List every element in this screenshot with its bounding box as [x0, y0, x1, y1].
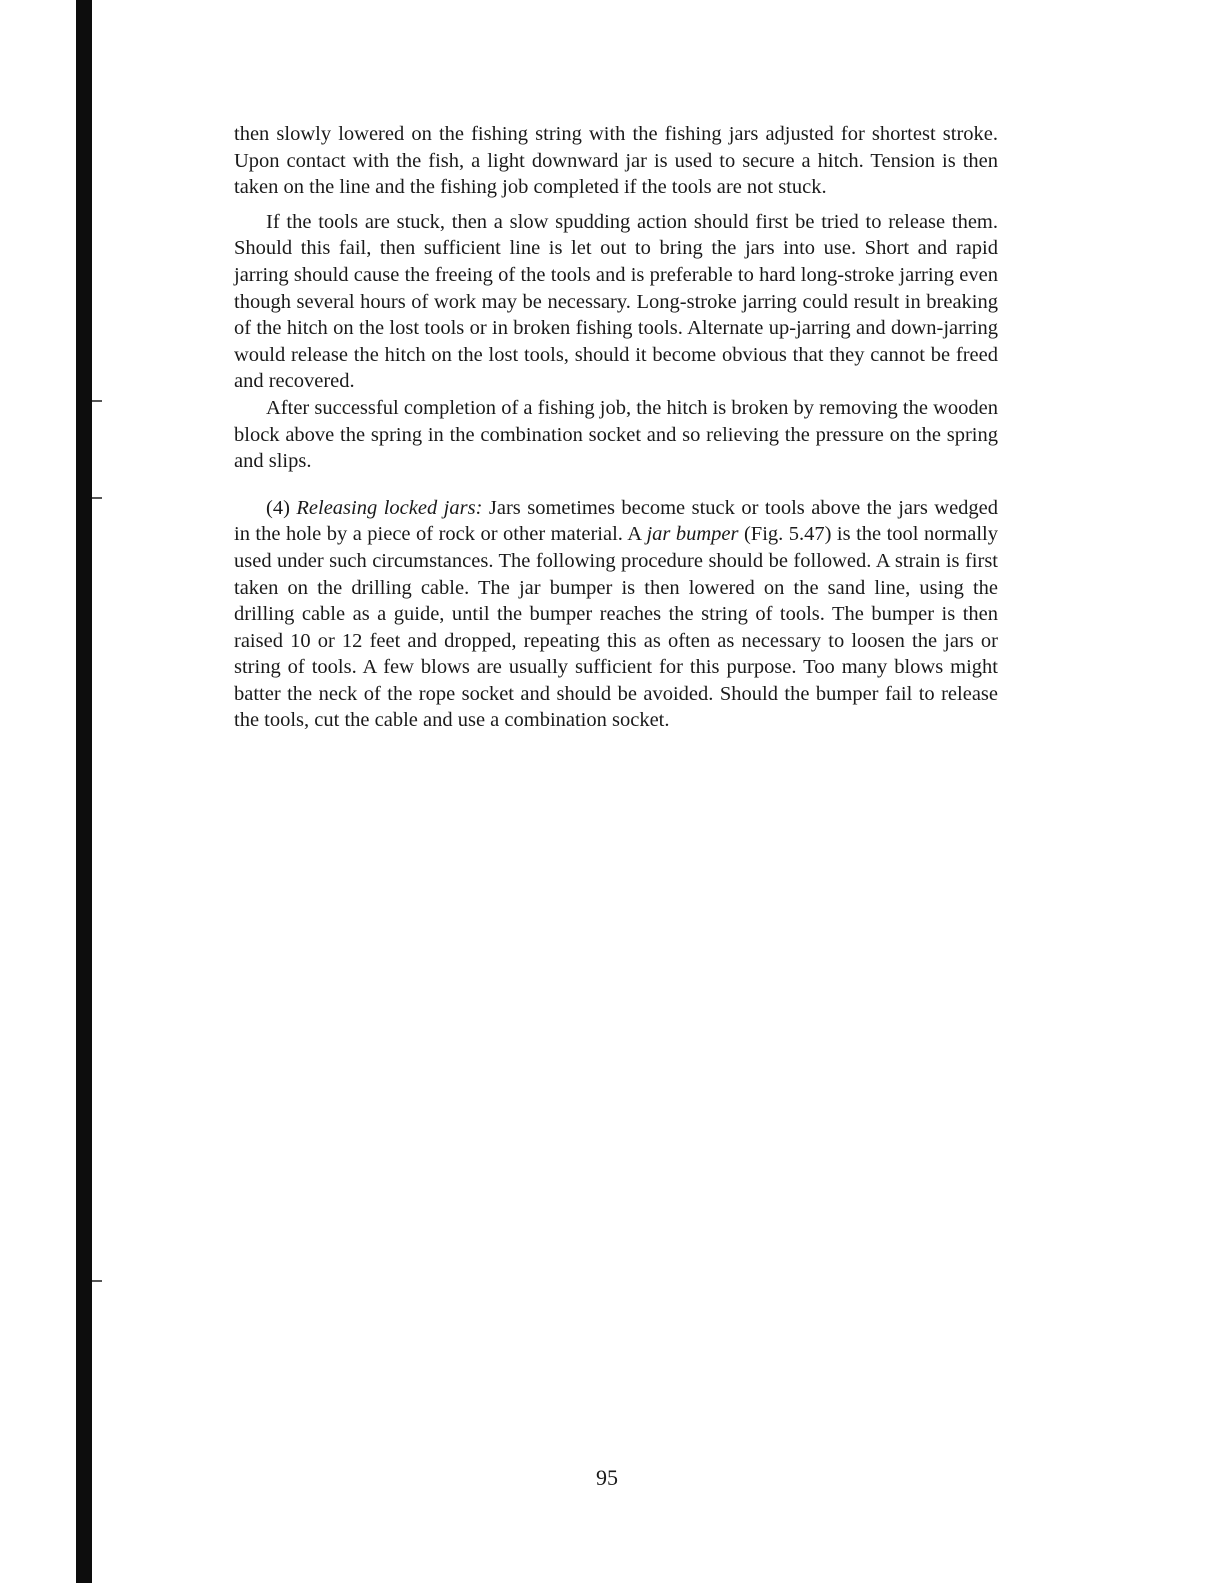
page-number: 95	[596, 1465, 618, 1490]
paragraph	[234, 121, 998, 201]
paragraph-text: (Fig. 5.47) is the tool normally used under such circumstances. The following procedure should be followed. A strain is first taken on the drilling cable. The jar bumper is then lowered on the sand line, using the drilling cable as a guide, until the bumper reaches the string of tools. The bumper is then raised 10 or 12 feet and dropped, repeating this as often as necessary to loosen the jars or string of tools. A few blows are usually sufficient for this purpose. Too many blows might batter the neck of the rope socket and should be avoided. Should the bumper fail to release the tools, cut the cable and use a combination socket.	[234, 523, 998, 732]
section-paragraph	[234, 495, 998, 734]
paragraph-text: Jars sometimes become stuck or tools above the jars wedged in the hole by a piece of rock or other material. A	[234, 496, 999, 546]
paragraph-text: then slowly lowered on the fishing string with the fishing jars adjusted for shortest stroke. Upon contact with the fish, a light downward jar is used to secure a hitch. Tension is then taken on the line and the fishing job completed if the tools are not stuck.	[234, 123, 998, 199]
section-number: (4)	[266, 496, 290, 519]
paragraph-text: After successful completion of a fishing job, the hitch is broken by removing the wooden block above the spring in the combination socket and so relieving the pressure on the spring and slips.	[234, 396, 998, 473]
section-heading: Releasing locked jars:	[296, 496, 483, 519]
paragraph	[234, 209, 998, 395]
body-text	[234, 121, 998, 734]
binding-mark	[92, 400, 102, 402]
paragraph	[234, 395, 998, 475]
page-binding-edge	[76, 0, 92, 1583]
defined-term: jar bumper	[646, 523, 739, 546]
paragraph-text: If the tools are stuck, then a slow spudding action should first be tried to release them. Should this fail, then sufficient line is let out to bring the jars into use. Short and rapid jarring should cause the freeing of the tools and is preferable to hard long-stroke jarring even though several hours of work may be necessary. Long-stroke jarring could result in breaking of the hitch on the lost tools or in broken fishing tools. Alternate up-jarring and down-jarring would release the hitch on the lost tools, should it become obvious that they cannot be freed and recovered.	[234, 210, 998, 393]
binding-mark	[92, 497, 102, 499]
binding-mark	[92, 1280, 102, 1282]
